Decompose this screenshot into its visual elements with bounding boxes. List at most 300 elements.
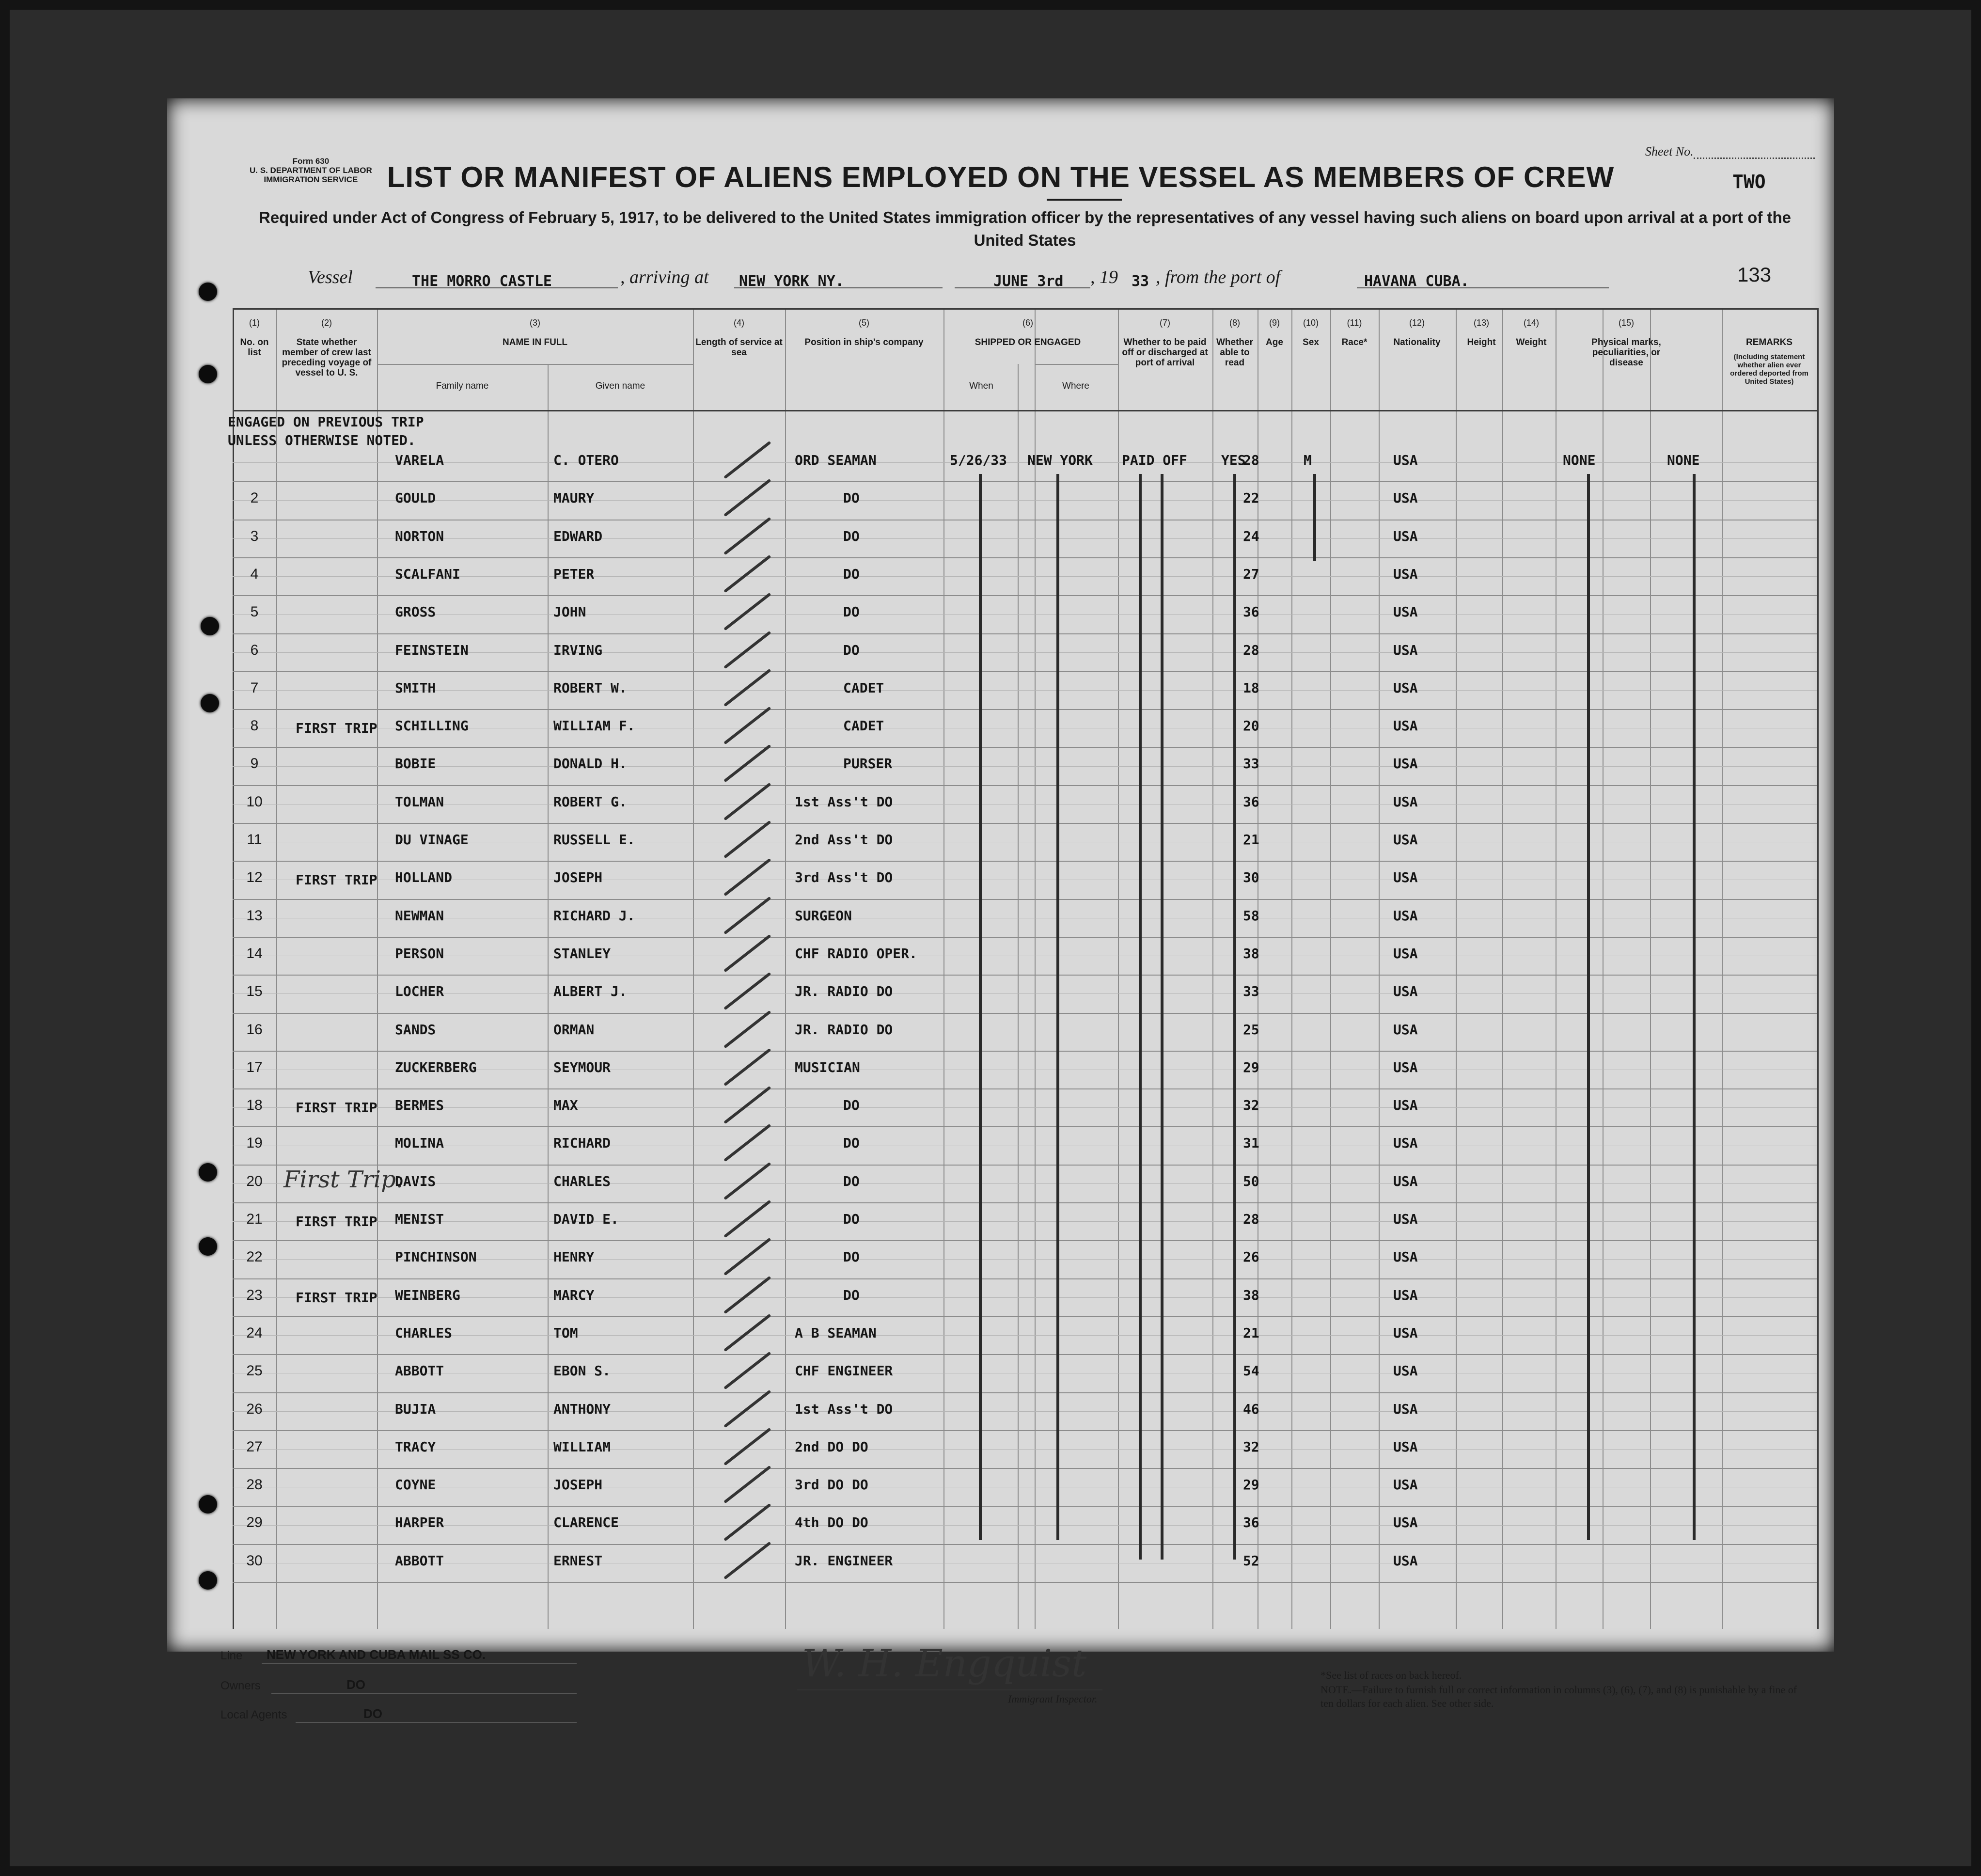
nationality: USA xyxy=(1393,1514,1418,1531)
age: 21 xyxy=(1243,1324,1259,1341)
row-rule xyxy=(233,1544,1817,1545)
nationality: USA xyxy=(1393,1173,1418,1189)
column-header: Weight xyxy=(1516,337,1547,347)
nationality: USA xyxy=(1393,756,1418,772)
column-number: (3) xyxy=(530,318,540,328)
position: ORD SEAMAN xyxy=(795,452,877,468)
service-check-mark xyxy=(723,820,771,859)
column-number: (7) xyxy=(1160,318,1170,328)
family-name: ABBOTT xyxy=(395,1552,444,1569)
row-rule xyxy=(233,899,1817,900)
age: 54 xyxy=(1243,1363,1259,1379)
age: 20 xyxy=(1243,718,1259,734)
given-name: WILLIAM xyxy=(553,1438,611,1455)
row-number: 13 xyxy=(246,907,263,924)
row-number: 6 xyxy=(250,642,259,658)
ditto-stroke xyxy=(1056,474,1059,1540)
position: DO xyxy=(843,1249,860,1265)
shipped-where: NEW YORK xyxy=(1027,452,1093,468)
ship-split-rule xyxy=(1018,364,1019,1629)
column-header: Nationality xyxy=(1393,337,1441,347)
row-rule xyxy=(233,1013,1817,1014)
family-name: MOLINA xyxy=(395,1135,444,1151)
column-header: NAME IN FULL xyxy=(502,337,568,347)
given-name: HENRY xyxy=(553,1249,595,1265)
row-rule xyxy=(233,1240,1817,1241)
nationality: USA xyxy=(1393,1363,1418,1379)
family-name: ABBOTT xyxy=(395,1363,444,1379)
service-check-mark xyxy=(723,744,771,783)
position: PURSER xyxy=(843,756,893,772)
column-number: (12) xyxy=(1409,318,1425,328)
column-header: Height xyxy=(1467,337,1496,347)
position: DO xyxy=(843,1287,860,1303)
crew-status: FIRST TRIP xyxy=(296,1289,377,1306)
family-name: TRACY xyxy=(395,1438,436,1455)
column-subheader: Family name xyxy=(436,381,489,391)
column-header: Whether able to read xyxy=(1216,337,1253,368)
given-name: MARCY xyxy=(553,1287,595,1303)
position: 3rd DO DO xyxy=(795,1477,868,1493)
given-name: MAURY xyxy=(553,490,595,506)
agents-field xyxy=(296,1722,577,1723)
inspector-signature: W. H. Engquist xyxy=(802,1642,1087,1686)
family-name: DU VINAGE xyxy=(395,832,469,848)
column-number: (2) xyxy=(321,318,332,328)
position: DO xyxy=(843,566,860,582)
row-rule xyxy=(233,633,1817,634)
service-check-mark xyxy=(723,1124,771,1162)
position: DO xyxy=(843,1211,860,1227)
position: DO xyxy=(843,528,860,544)
row-number: 9 xyxy=(250,756,259,772)
age: 22 xyxy=(1243,490,1259,506)
row-number: 2 xyxy=(250,490,259,506)
row-rule xyxy=(233,1165,1817,1166)
family-name: COYNE xyxy=(395,1477,436,1493)
page-number: 133 xyxy=(1737,263,1772,286)
row-rule xyxy=(233,709,1817,710)
position: 4th DO DO xyxy=(795,1514,868,1531)
service-check-mark xyxy=(723,1162,771,1200)
punch-hole xyxy=(199,1237,217,1256)
column-number: (15) xyxy=(1618,318,1634,328)
row-number: 26 xyxy=(246,1401,263,1417)
family-name: BUJIA xyxy=(395,1401,436,1417)
nationality: USA xyxy=(1393,1477,1418,1493)
page-title: LIST OR MANIFEST OF ALIENS EMPLOYED ON THE VESSEL AS MEMBERS OF CREW xyxy=(387,161,1615,193)
line-value: NEW YORK AND CUBA MAIL SS CO. xyxy=(267,1647,486,1662)
service-check-mark xyxy=(723,441,771,479)
service-check-mark xyxy=(723,1389,771,1428)
age: 33 xyxy=(1243,756,1259,772)
nationality: USA xyxy=(1393,1249,1418,1265)
family-name: CHARLES xyxy=(395,1324,453,1341)
column-subheader: Given name xyxy=(595,381,645,391)
position: A B SEAMAN xyxy=(795,1324,877,1341)
column-number: (14) xyxy=(1523,318,1539,328)
remarks-subheader: (Including statement whether alien ever ordered deported from United States) xyxy=(1730,353,1808,386)
vessel-label: Vessel xyxy=(308,267,353,287)
punch-hole xyxy=(199,1571,217,1590)
row-rule xyxy=(233,785,1817,786)
row-minor-rule xyxy=(233,690,1817,691)
row-minor-rule xyxy=(233,1297,1817,1298)
age: 26 xyxy=(1243,1249,1259,1265)
family-name: DAVIS xyxy=(395,1173,436,1189)
family-name: SCHILLING xyxy=(395,718,469,734)
nationality: USA xyxy=(1393,642,1418,658)
owners-field xyxy=(271,1693,577,1694)
nationality: USA xyxy=(1393,452,1418,468)
age: 36 xyxy=(1243,1514,1259,1531)
column-header: Length of service at sea xyxy=(695,337,783,358)
title-underline xyxy=(1047,199,1122,201)
ditto-stroke xyxy=(1233,474,1236,1560)
family-name: GOULD xyxy=(395,490,436,506)
name-split-rule xyxy=(548,364,549,1629)
nationality: USA xyxy=(1393,907,1418,924)
family-name: GROSS xyxy=(395,604,436,620)
header-bottom-rule xyxy=(233,410,1817,411)
column-number: (8) xyxy=(1229,318,1240,328)
column-header: Position in ship's company xyxy=(804,337,924,347)
position: DO xyxy=(843,604,860,620)
given-name: DONALD H. xyxy=(553,756,627,772)
column-header: State whether member of crew last preceding voyage of vessel to U. S. xyxy=(282,337,372,378)
row-rule xyxy=(233,823,1817,824)
family-name: LOCHER xyxy=(395,983,444,1000)
service-check-mark xyxy=(723,1048,771,1087)
family-name: HOLLAND xyxy=(395,869,453,886)
sheet-number: TWO xyxy=(1732,171,1766,192)
position: DO xyxy=(843,490,860,506)
row-number: 22 xyxy=(246,1249,263,1265)
row-rule xyxy=(233,671,1817,672)
column-rule xyxy=(1817,308,1819,1629)
age: 33 xyxy=(1243,983,1259,1000)
row-rule xyxy=(233,1202,1817,1203)
service-check-mark xyxy=(723,1238,771,1276)
physical-marks: NONE xyxy=(1563,452,1596,468)
arriving-label: , arriving at xyxy=(620,267,709,287)
able-to-read: YES xyxy=(1221,452,1246,468)
agents-value: DO xyxy=(363,1706,382,1721)
nationality: USA xyxy=(1393,1401,1418,1417)
row-rule xyxy=(233,937,1817,938)
row-rule xyxy=(233,861,1817,862)
given-name: ROBERT G. xyxy=(553,793,627,810)
punch-hole xyxy=(201,617,219,635)
ditto-stroke xyxy=(1161,474,1163,1560)
row-rule xyxy=(233,595,1817,596)
column-header: Sex xyxy=(1303,337,1319,347)
age: 38 xyxy=(1243,1287,1259,1303)
inspector-label: Immigrant Inspector. xyxy=(1008,1693,1098,1705)
from-port-label: , from the port of xyxy=(1156,267,1281,287)
service-check-mark xyxy=(723,1276,771,1314)
ship-subrule xyxy=(1035,364,1118,365)
row-rule xyxy=(233,1392,1817,1393)
position: MUSICIAN xyxy=(795,1059,860,1075)
row-number: 21 xyxy=(246,1211,263,1227)
family-name: BOBIE xyxy=(395,756,436,772)
family-name: WEINBERG xyxy=(395,1287,460,1303)
service-check-mark xyxy=(723,1466,771,1504)
shipped-when: 5/26/33 xyxy=(950,452,1007,468)
age: 36 xyxy=(1243,604,1259,620)
position: DO xyxy=(843,1097,860,1114)
column-number: (13) xyxy=(1473,318,1489,328)
row-minor-rule xyxy=(233,1183,1817,1184)
column-header: Physical marks, peculiarities, or disease xyxy=(1591,337,1661,368)
agents-label: Local Agents xyxy=(220,1708,287,1721)
row-number: 3 xyxy=(250,528,259,544)
row-number: 11 xyxy=(247,832,262,848)
position: CADET xyxy=(843,679,884,696)
given-name: CLARENCE xyxy=(553,1514,619,1531)
row-number: 20 xyxy=(246,1173,263,1189)
nationality: USA xyxy=(1393,604,1418,620)
service-check-mark xyxy=(723,555,771,593)
family-name: PERSON xyxy=(395,945,444,962)
row-minor-rule xyxy=(233,1221,1817,1222)
row-minor-rule xyxy=(233,538,1817,539)
nationality: USA xyxy=(1393,1287,1418,1303)
crew-status: FIRST TRIP xyxy=(296,872,377,888)
family-name: HARPER xyxy=(395,1514,444,1531)
department: U. S. DEPARTMENT OF LABOR xyxy=(250,166,372,175)
row-minor-rule xyxy=(233,500,1817,501)
nationality: USA xyxy=(1393,945,1418,962)
age: 52 xyxy=(1243,1552,1259,1569)
age: 31 xyxy=(1243,1135,1259,1151)
service-check-mark xyxy=(723,782,771,820)
row-rule xyxy=(233,747,1817,748)
row-rule xyxy=(233,1354,1817,1355)
service-check-mark xyxy=(723,1503,771,1542)
paid-off: PAID OFF xyxy=(1122,452,1187,468)
given-name: ANTHONY xyxy=(553,1401,611,1417)
family-name: SCALFANI xyxy=(395,566,460,582)
position: JR. ENGINEER xyxy=(795,1552,893,1569)
row-number: 16 xyxy=(246,1021,263,1038)
row-number: 19 xyxy=(246,1135,263,1151)
age: 38 xyxy=(1243,945,1259,962)
family-name: TOLMAN xyxy=(395,793,444,810)
age: 32 xyxy=(1243,1097,1259,1114)
family-name: SANDS xyxy=(395,1021,436,1038)
arrival-date: JUNE 3rd xyxy=(993,273,1064,290)
row-minor-rule xyxy=(233,652,1817,653)
family-name: SMITH xyxy=(395,679,436,696)
row-number: 5 xyxy=(250,604,259,620)
ditto-stroke xyxy=(1587,474,1590,1540)
remarks: NONE xyxy=(1667,452,1700,468)
row-number: 24 xyxy=(246,1324,263,1341)
ditto-stroke xyxy=(1313,474,1316,561)
age: 46 xyxy=(1243,1401,1259,1417)
given-name: ALBERT J. xyxy=(553,983,627,1000)
position: 1st Ass't DO xyxy=(795,793,893,810)
service-check-mark xyxy=(723,1352,771,1390)
age: 28 xyxy=(1243,642,1259,658)
row-number: 8 xyxy=(250,718,259,734)
family-name: FEINSTEIN xyxy=(395,642,469,658)
row-number: 17 xyxy=(246,1059,263,1075)
service-check-mark xyxy=(723,972,771,1010)
page-subtitle: Required under Act of Congress of February 5, 1917, to be delivered to the United States immigration officer by the representatives of any vessel having such aliens on board upon arrival at a port of the United States xyxy=(258,208,1791,249)
nationality: USA xyxy=(1393,1021,1418,1038)
family-name: NORTON xyxy=(395,528,444,544)
position: JR. RADIO DO xyxy=(795,983,893,1000)
row-minor-rule xyxy=(233,993,1817,994)
vessel-name: THE MORRO CASTLE xyxy=(412,273,552,290)
service-check-mark xyxy=(723,593,771,631)
family-name: MENIST xyxy=(395,1211,444,1227)
given-name: JOHN xyxy=(553,604,586,620)
ditto-stroke xyxy=(979,474,982,1540)
service-check-mark xyxy=(723,1314,771,1352)
service: IMMIGRATION SERVICE xyxy=(264,175,358,184)
given-name: DAVID E. xyxy=(553,1211,619,1227)
penalty-note: NOTE.—Failure to furnish full or correct information in columns (3), (6), (7), and (8) is punishable by a fine of ten dollars for each alien. See other side. xyxy=(1321,1684,1797,1709)
position: 1st Ass't DO xyxy=(795,1401,893,1417)
family-name: VARELA xyxy=(395,452,444,468)
position: DO xyxy=(843,1135,860,1151)
nationality: USA xyxy=(1393,1059,1418,1075)
given-name: RICHARD J. xyxy=(553,907,635,924)
crew-status: FIRST TRIP xyxy=(296,1100,377,1116)
column-header: No. on list xyxy=(240,337,269,358)
service-check-mark xyxy=(723,669,771,707)
ditto-stroke xyxy=(1693,474,1696,1540)
column-header: Age xyxy=(1266,337,1283,347)
position: DO xyxy=(843,1173,860,1189)
nationality: USA xyxy=(1393,1552,1418,1569)
age: 18 xyxy=(1243,679,1259,696)
owners-value: DO xyxy=(346,1677,365,1692)
service-check-mark xyxy=(723,631,771,669)
row-number: 23 xyxy=(246,1287,263,1303)
nationality: USA xyxy=(1393,793,1418,810)
punch-hole xyxy=(199,365,217,383)
preamble-line: ENGAGED ON PREVIOUS TRIP xyxy=(228,414,424,430)
row-minor-rule xyxy=(233,576,1817,577)
row-number: 4 xyxy=(250,566,259,582)
row-minor-rule xyxy=(233,1449,1817,1450)
line-label: Line xyxy=(220,1649,243,1662)
races-note: *See list of races on back hereof. xyxy=(1321,1669,1462,1681)
position: 3rd Ass't DO xyxy=(795,869,893,886)
nationality: USA xyxy=(1393,1438,1418,1455)
nationality: USA xyxy=(1393,490,1418,506)
given-name: TOM xyxy=(553,1324,578,1341)
service-check-mark xyxy=(723,479,771,517)
given-name: EBON S. xyxy=(553,1363,611,1379)
position: SURGEON xyxy=(795,907,852,924)
punch-hole xyxy=(201,694,219,712)
given-name: JOSEPH xyxy=(553,1477,603,1493)
age: 25 xyxy=(1243,1021,1259,1038)
position: CADET xyxy=(843,718,884,734)
row-rule xyxy=(233,1051,1817,1052)
column-number: (6) xyxy=(1022,318,1033,328)
nationality: USA xyxy=(1393,1211,1418,1227)
manifest-sheet xyxy=(167,98,1834,1721)
nationality: USA xyxy=(1393,869,1418,886)
service-check-mark xyxy=(723,858,771,897)
row-number: 28 xyxy=(246,1477,263,1493)
age: 28 xyxy=(1243,1211,1259,1227)
given-name: MAX xyxy=(553,1097,578,1114)
column-number: (11) xyxy=(1347,318,1362,328)
age: 27 xyxy=(1243,566,1259,582)
table-top-rule xyxy=(233,308,1817,310)
row-rule xyxy=(233,1088,1817,1089)
given-name: EDWARD xyxy=(553,528,603,544)
column-number: (9) xyxy=(1269,318,1280,328)
row-rule xyxy=(233,481,1817,482)
row-number: 27 xyxy=(246,1438,263,1455)
row-number: 29 xyxy=(246,1514,263,1531)
nationality: USA xyxy=(1393,1324,1418,1341)
given-name: RICHARD xyxy=(553,1135,611,1151)
age: 50 xyxy=(1243,1173,1259,1189)
row-rule xyxy=(233,1430,1817,1431)
service-check-mark xyxy=(723,1428,771,1466)
column-number: (4) xyxy=(734,318,744,328)
given-name: RUSSELL E. xyxy=(553,832,635,848)
form-number: Form 630 xyxy=(292,157,330,166)
row-minor-rule xyxy=(233,1335,1817,1336)
sex: M xyxy=(1304,452,1312,468)
position: JR. RADIO DO xyxy=(795,1021,893,1038)
given-name: STANLEY xyxy=(553,945,611,962)
sheet-line xyxy=(1694,158,1815,159)
row-minor-rule xyxy=(233,1107,1817,1108)
nationality: USA xyxy=(1393,1097,1418,1114)
crew-status: First Trip. xyxy=(283,1166,404,1193)
arrival-year: 33 xyxy=(1132,273,1149,290)
column-number: (10) xyxy=(1303,318,1319,328)
given-name: SEYMOUR xyxy=(553,1059,611,1075)
position: CHF ENGINEER xyxy=(795,1363,893,1379)
preamble-line: UNLESS OTHERWISE NOTED. xyxy=(228,432,416,448)
row-minor-rule xyxy=(233,1411,1817,1412)
given-name: ROBERT W. xyxy=(553,679,627,696)
age: 29 xyxy=(1243,1477,1259,1493)
nationality: USA xyxy=(1393,983,1418,1000)
year-prefix: , 19 xyxy=(1090,267,1118,287)
service-check-mark xyxy=(723,1010,771,1048)
given-name: CHARLES xyxy=(553,1173,611,1189)
family-name: ZUCKERBERG xyxy=(395,1059,477,1075)
family-name: NEWMAN xyxy=(395,907,444,924)
row-number: 14 xyxy=(246,945,263,962)
line-field xyxy=(262,1663,577,1664)
row-number: 18 xyxy=(246,1097,263,1114)
age: 36 xyxy=(1243,793,1259,810)
row-rule xyxy=(233,1126,1817,1127)
row-rule xyxy=(233,975,1817,976)
family-name: PINCHINSON xyxy=(395,1249,477,1265)
position: 2nd Ass't DO xyxy=(795,832,893,848)
service-check-mark xyxy=(723,896,771,934)
name-subrule xyxy=(377,364,693,365)
service-check-mark xyxy=(723,1086,771,1124)
given-name: ORMAN xyxy=(553,1021,595,1038)
